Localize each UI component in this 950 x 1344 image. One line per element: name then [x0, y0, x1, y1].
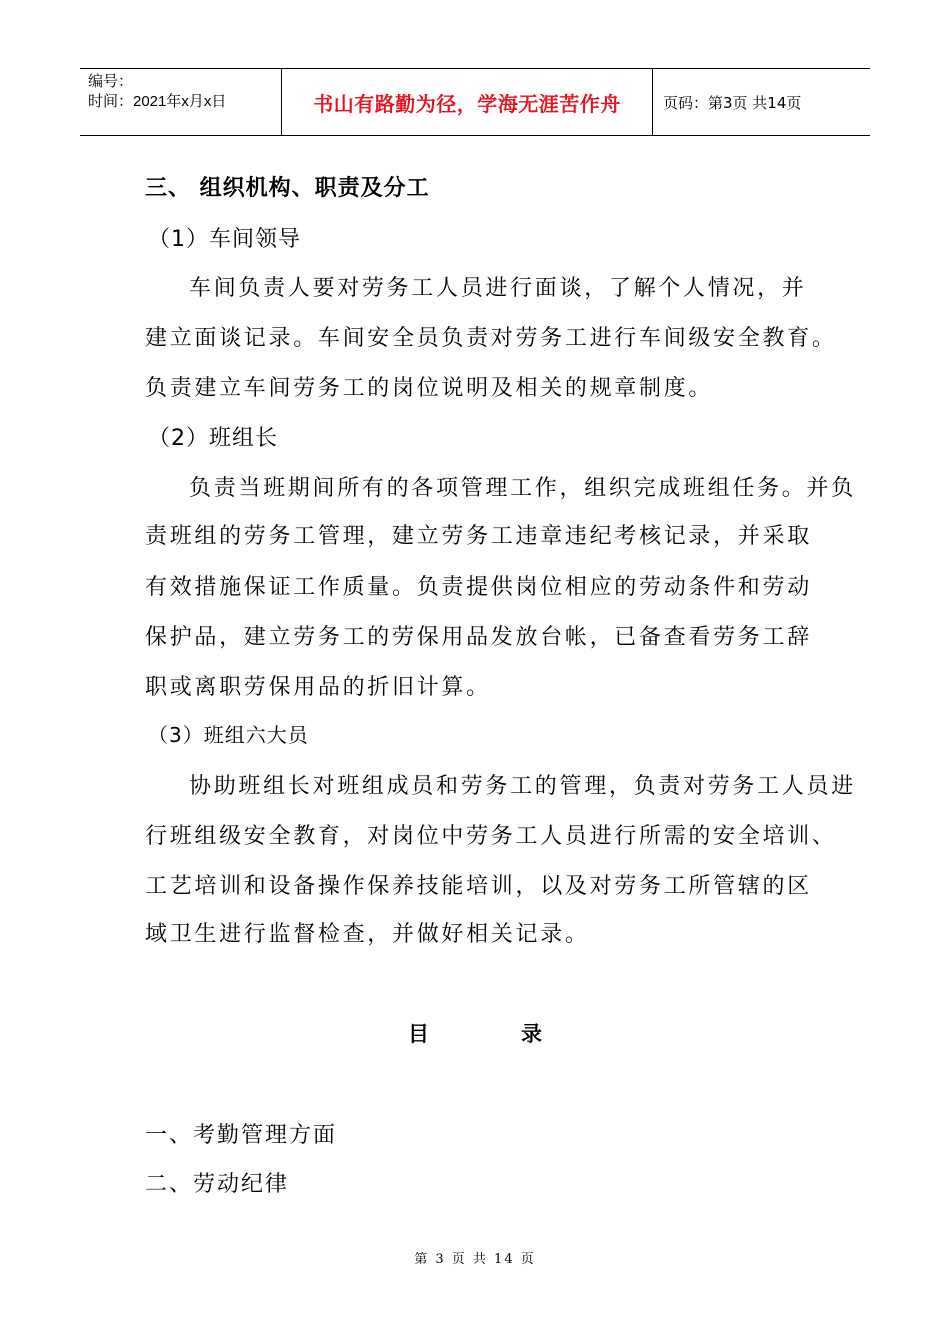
subsection-heading: （1）车间领导	[148, 227, 301, 252]
toc-title	[0, 1018, 950, 1048]
subsection-heading: （3）班组六大员	[148, 723, 309, 747]
date-label: 时间：2021年x月x日	[88, 93, 227, 110]
paragraph-line: 有效措施保证工作质量。负责提供岗位相应的劳动条件和劳动	[145, 575, 812, 600]
paragraph-line: 保护品，建立劳务工的劳保用品发放台帐，已备查看劳务工辞	[145, 625, 812, 650]
page-footer: 第 3 页 共 14 页	[414, 1252, 536, 1267]
header-motto: 书山有路勤为径，学海无涯苦作舟	[282, 69, 653, 135]
paragraph-line: 工艺培训和设备操作保养技能培训，以及对劳务工所管辖的区	[145, 874, 812, 899]
paragraph-line: 负责当班期间所有的各项管理工作，组织完成班组任务。并负	[189, 476, 856, 501]
paragraph-line: 协助班组长对班组成员和劳务工的管理，负责对劳务工人员进	[189, 774, 856, 799]
number-label: 编号：	[88, 73, 134, 90]
paragraph-line: 职或离职劳保用品的折旧计算。	[145, 675, 491, 700]
paragraph-line: 建立面谈记录。车间安全员负责对劳务工进行车间级安全教育。	[145, 326, 837, 351]
toc-item: 一、考勤管理方面	[145, 1123, 338, 1148]
toc-item: 二、劳动纪律	[145, 1172, 290, 1197]
section-title: 三、 组织机构、职责及分工	[145, 176, 430, 201]
paragraph-line: 责班组的劳务工管理，建立劳务工违章违纪考核记录，并采取	[145, 524, 812, 549]
paragraph-line: 行班组级安全教育，对岗位中劳务工人员进行所需的安全培训、	[145, 824, 837, 849]
header-page-info: 页码：第3页 共14页	[663, 93, 802, 112]
paragraph-line: 车间负责人要对劳务工人员进行面谈，了解个人情况，并	[189, 276, 807, 301]
paragraph-line: 域卫生进行监督检查，并做好相关记录。	[145, 922, 590, 947]
toc-title-left: 目	[408, 1022, 429, 1046]
paragraph-line: 负责建立车间劳务工的岗位说明及相关的规章制度。	[145, 376, 714, 401]
subsection-heading: （2）班组长	[148, 426, 278, 451]
page-header	[80, 68, 870, 136]
header-meta	[80, 69, 282, 135]
toc-title-right: 录	[521, 1022, 542, 1046]
